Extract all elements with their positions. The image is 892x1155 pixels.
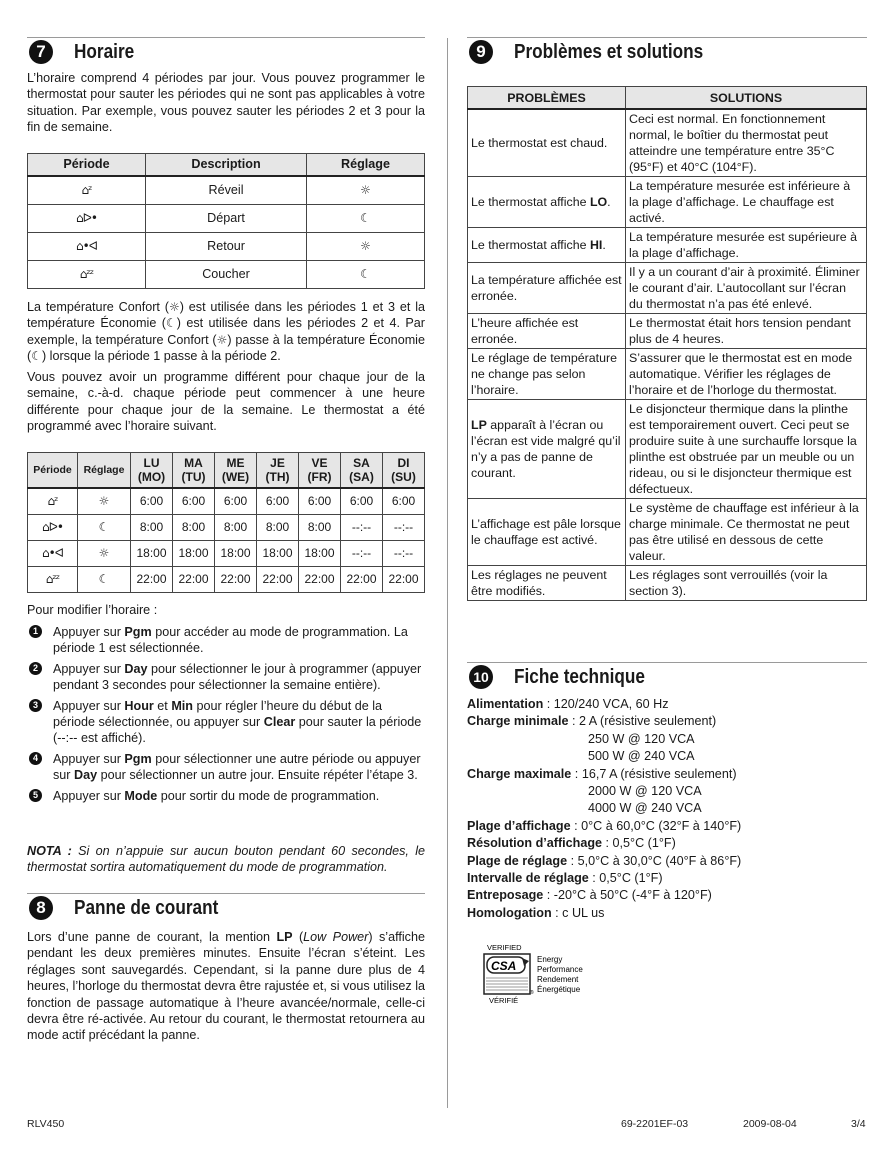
sun-icon: ☼ (168, 300, 180, 314)
time-cell: 6:00 (257, 488, 299, 515)
table-row (28, 541, 425, 567)
setting-cell (307, 176, 425, 205)
sleep-icon: ⌂ᶻᶻ (79, 267, 94, 282)
section-title: Fiche technique (514, 666, 645, 688)
step-item: 5 Appuyer sur Mode pour sortir du mode de programmation. (27, 788, 425, 804)
solution-cell: Le thermostat était hors tension pendant plus de 4 heures. (626, 314, 867, 349)
col-header: SOLUTIONS (626, 87, 867, 110)
day-header (257, 453, 299, 489)
setting-cell (307, 233, 425, 261)
step-item: 1 Appuyer sur Pgm pour accéder au mode de programmation. La période 1 est sélectionnée. (27, 624, 425, 657)
day-fr: JE (270, 456, 285, 470)
solution-cell: La température mesurée est supérieure à la plage d’affichage. (626, 228, 867, 263)
col-header: Période (28, 154, 146, 177)
description-cell: Départ (146, 205, 307, 233)
moon-icon: ☾ (98, 572, 110, 587)
period-cell (28, 261, 146, 289)
comfort-economy-paragraph: La température Confort (☼) est utilisée dans les périodes 1 et 3 et la température Économie (☾) est utilisée dans les périodes 2 et 4. Par exemple, la température Confort (☼) passe à la température Économie (☾) lorsque la période 1 passe à la période 2. (27, 300, 425, 364)
step-number: 2 (29, 662, 42, 675)
time-cell: 22:00 (257, 567, 299, 593)
time-cell: --:-- (383, 541, 425, 567)
return-icon: ⌂•ᐊ (42, 546, 63, 561)
table-row (468, 177, 867, 228)
time-cell: 18:00 (131, 541, 173, 567)
key-name: Pgm (124, 751, 152, 766)
moon-icon: ☾ (165, 316, 177, 331)
key-name: Mode (124, 788, 158, 803)
period-cell (28, 541, 78, 567)
sun-icon: ☼ (360, 183, 371, 198)
section-number: 10 (469, 665, 493, 689)
solution-cell: Le disjoncteur thermique dans la plinthe est temporairement ouvert. Ceci peut se produire suite à une surchauffe lorsque la plinthe est obstruée par un meuble ou un rideau, ou si le disjoncteur thermique est défectueux. (626, 400, 867, 499)
table-row (468, 109, 867, 177)
setting-cell (78, 541, 131, 567)
time-cell: 18:00 (173, 541, 215, 567)
col-header: Description (146, 154, 307, 177)
problem-cell: Le thermostat est chaud. (468, 109, 626, 177)
day-en: (SA) (349, 470, 374, 484)
table-row (28, 233, 425, 261)
table-row (468, 349, 867, 400)
problem-cell: Les réglages ne peuvent être modifiés. (468, 566, 626, 601)
time-cell: 22:00 (215, 567, 257, 593)
day-fr: MA (184, 456, 203, 470)
spec-setting-interval: Intervalle de réglage : 0,5°C (1°F) (467, 870, 663, 885)
time-cell: --:-- (341, 541, 383, 567)
spec-display-range: Plage d’affichage : 0°C à 60,0°C (32°F à 140°F) (467, 818, 742, 833)
spec-list (467, 696, 867, 922)
day-header (173, 453, 215, 489)
problem-cell: LP apparaît à l’écran ou l’écran est vide malgré qu’il n’y a pas de panne de courant. (468, 400, 626, 499)
sun-icon: ☼ (216, 332, 228, 347)
csa-top-text: VERIFIED (487, 943, 522, 952)
csa-mark: CSA (491, 959, 517, 973)
day-en: (TH) (265, 470, 290, 484)
description-cell: Retour (146, 233, 307, 261)
time-cell: 8:00 (257, 515, 299, 541)
spec-setting-range: Plage de réglage : 5,0°C à 30,0°C (40°F à 86°F) (467, 853, 742, 868)
steps-list (27, 624, 425, 808)
table-row (468, 228, 867, 263)
period-table (27, 153, 425, 289)
csa-line: Énergétique (537, 985, 581, 994)
sun-icon: ☼ (98, 494, 110, 509)
time-cell: 6:00 (299, 488, 341, 515)
step-number: 5 (29, 789, 42, 802)
spec-storage: Entreposage : -20°C à 50°C (-4°F à 120°F) (467, 888, 712, 903)
time-cell: 8:00 (299, 515, 341, 541)
day-header (383, 453, 425, 489)
csa-energy-logo (475, 942, 605, 1006)
day-en: (WE) (221, 470, 250, 484)
day-en: (SU) (391, 470, 416, 484)
day-header (131, 453, 173, 489)
weekly-schedule-table (27, 452, 425, 593)
section-title: Panne de courant (74, 897, 219, 919)
spec-max-load-value: 4000 W @ 240 VCA (588, 801, 702, 816)
spec-min-load-value: 500 W @ 240 VCA (588, 749, 695, 764)
col-header: Réglage (307, 154, 425, 177)
key-name: Day (74, 768, 98, 783)
key-name: Day (124, 661, 148, 676)
setting-cell (78, 567, 131, 593)
step-number: 1 (29, 625, 42, 638)
spec-max-load-value: 2000 W @ 120 VCA (588, 783, 702, 798)
setting-cell (78, 488, 131, 515)
section-title: Horaire (74, 41, 135, 63)
time-cell: 22:00 (383, 567, 425, 593)
return-icon: ⌂•ᐊ (76, 239, 97, 254)
problem-cell: Le thermostat affiche HI. (468, 228, 626, 263)
table-row (28, 567, 425, 593)
section-7-header (27, 37, 425, 68)
section-number: 9 (469, 40, 493, 64)
spec-max-load: Charge maximale : 16,7 A (résistive seulement) (467, 766, 737, 781)
solution-cell: Ceci est normal. En fonctionnement normal, le boîtier du thermostat peut atteindre une température entre 35°C (95°F) et 40°C (104°F). (626, 109, 867, 177)
sun-icon: ☼ (98, 546, 110, 561)
section-number: 8 (29, 896, 53, 920)
moon-icon: ☾ (98, 520, 110, 535)
setting-cell (307, 261, 425, 289)
leave-icon: ⌂ᐅ• (42, 520, 63, 535)
csa-bottom-text: VÉRIFIÉ (489, 996, 519, 1005)
table-row (468, 400, 867, 499)
spec-approval: Homologation : c UL us (467, 905, 605, 920)
step-item: 2 Appuyer sur Day pour sélectionner le jour à programmer (appuyer pendant 3 secondes pour sélectionner la semaine entière). (27, 661, 425, 694)
problem-cell: L’affichage est pâle lorsque le chauffage est activé. (468, 499, 626, 566)
time-cell: 6:00 (173, 488, 215, 515)
time-cell: 8:00 (215, 515, 257, 541)
moon-icon: ☾ (31, 349, 42, 364)
step-number: 4 (29, 752, 42, 765)
step-number: 3 (29, 699, 42, 712)
time-cell: 8:00 (173, 515, 215, 541)
modify-intro: Pour modifier l’horaire : (27, 603, 158, 617)
day-fr: VE (311, 456, 328, 470)
wake-icon: ⌂ᶻ (81, 183, 92, 198)
setting-cell (78, 515, 131, 541)
table-row (468, 499, 867, 566)
section-10-header (467, 662, 867, 693)
footer-page: 3/4 (851, 1118, 866, 1130)
solution-cell: La température mesurée est inférieure à la plage d’affichage. Le chauffage est activé. (626, 177, 867, 228)
time-cell: --:-- (383, 515, 425, 541)
table-row (28, 515, 425, 541)
time-cell: --:-- (341, 515, 383, 541)
table-row (468, 314, 867, 349)
day-fr: SA (353, 456, 370, 470)
solution-cell: Les réglages sont verrouillés (voir la section 3). (626, 566, 867, 601)
time-cell: 6:00 (215, 488, 257, 515)
spec-min-load-value: 250 W @ 120 VCA (588, 731, 695, 746)
day-header (215, 453, 257, 489)
schedule-intro: L’horaire comprend 4 périodes par jour. Vous pouvez programmer le thermostat pour sauter les périodes qui ne sont pas applicables à votre situation. Par exemple, vous pouvez sauter les périodes 2 et 3 pour la fin de semaine. (27, 71, 425, 135)
setting-cell (307, 205, 425, 233)
key-name: Pgm (124, 625, 152, 639)
period-cell (28, 567, 78, 593)
period-cell (28, 233, 146, 261)
sleep-icon: ⌂ᶻᶻ (45, 572, 60, 587)
time-cell: 22:00 (299, 567, 341, 593)
footer-doc-number: 69-2201EF-03 (621, 1118, 689, 1130)
col-header: PROBLÈMES (468, 87, 626, 110)
step-item: 3 Appuyer sur Hour et Min pour régler l’heure du début de la période sélectionnée, ou appuyer sur Clear pour sauter la période (--:-- est affiché). (27, 698, 425, 747)
time-cell: 6:00 (341, 488, 383, 515)
period-cell (28, 205, 146, 233)
footer-date: 2009-08-04 (743, 1118, 797, 1130)
period-cell (28, 176, 146, 205)
table-row (28, 261, 425, 289)
sun-icon: ☼ (360, 239, 371, 254)
svg-text:®: ® (530, 990, 534, 996)
key-name: Min (171, 698, 193, 713)
problem-cell: Le réglage de température ne change pas selon l’horaire. (468, 349, 626, 400)
time-cell: 22:00 (131, 567, 173, 593)
description-cell: Réveil (146, 176, 307, 205)
table-row (468, 566, 867, 601)
csa-line: Energy (537, 955, 563, 964)
problem-cell: L’heure affichée est erronée. (468, 314, 626, 349)
day-header (341, 453, 383, 489)
key-name: Hour (124, 698, 154, 713)
time-cell: 6:00 (383, 488, 425, 515)
col-header: Réglage (78, 453, 131, 489)
time-cell: 22:00 (341, 567, 383, 593)
spec-min-load: Charge minimale : 2 A (résistive seulement) (467, 714, 717, 729)
problem-cell: La température affichée est erronée. (468, 263, 626, 314)
solution-cell: S’assurer que le thermostat est en mode automatique. Vérifier les réglages de l’horaire et de l’horloge du thermostat. (626, 349, 867, 400)
table-row (28, 176, 425, 205)
csa-line: Performance (537, 965, 583, 974)
table-row (28, 488, 425, 515)
note: NOTA : Si on n’appuie sur aucun bouton pendant 60 secondes, le thermostat sortira automatiquement du mode de programmation. (27, 844, 426, 875)
time-cell: 6:00 (131, 488, 173, 515)
problem-cell: Le thermostat affiche LO. (468, 177, 626, 228)
spec-power: Alimentation : 120/240 VCA, 60 Hz (467, 697, 669, 711)
wake-icon: ⌂ᶻ (47, 494, 58, 509)
power-failure-paragraph: Lors d’une panne de courant, la mention LP (Low Power) s’affiche pendant les deux premières minutes. Ensuite l’écran s’éteint. Les réglages sont sauvegardés. Cependant, si la panne dure plus de 4 heures, l’horloge du thermostat devra être rajustée et, si vous utilisez la fonction de passage automatique à l’heure avancée/normale, celle-ci devra être ré-activée. Au retour du courant, le thermostat retournera au mode actif précédant la panne. (27, 930, 425, 1043)
time-cell: 18:00 (299, 541, 341, 567)
solution-cell: Le système de chauffage est inférieur à la charge minimale. Ce thermostat ne peut pas être utilisé en dessous de cette valeur. (626, 499, 867, 566)
section-title: Problèmes et solutions (514, 41, 704, 63)
table-row (28, 205, 425, 233)
section-8-header (27, 893, 425, 924)
solution-cell: Il y a un courant d’air à proximité. Éliminer le courant d’air. L’autocollant sur l’écran du thermostat n’a pas été enlevé. (626, 263, 867, 314)
day-fr: LU (143, 456, 160, 470)
day-en: (TU) (181, 470, 206, 484)
moon-icon: ☾ (360, 267, 371, 282)
step-item: 4 Appuyer sur Pgm pour sélectionner une autre période ou appuyer sur Day pour sélectionner un autre jour. Ensuite répéter l’étape 3. (27, 751, 425, 784)
program-paragraph: Vous pouvez avoir un programme différent pour chaque jour de la semaine, c.-à-d. chaque période peut commencer à une heure différente pour chaque jour de la semaine. Le thermostat a été programmé avec l’horaire suivant. (27, 370, 425, 434)
time-cell: 18:00 (215, 541, 257, 567)
csa-line: Rendement (537, 975, 579, 984)
col-header: Période (28, 453, 78, 489)
column-divider (447, 38, 448, 1108)
section-number: 7 (29, 40, 53, 64)
footer-model: RLV450 (27, 1118, 65, 1130)
time-cell: 8:00 (131, 515, 173, 541)
period-cell (28, 488, 78, 515)
spec-display-resolution: Résolution d’affichage : 0,5°C (1°F) (467, 836, 676, 851)
description-cell: Coucher (146, 261, 307, 289)
time-cell: 18:00 (257, 541, 299, 567)
day-fr: ME (226, 456, 245, 470)
troubleshooting-table (467, 86, 867, 601)
period-cell (28, 515, 78, 541)
day-header (299, 453, 341, 489)
table-row (468, 263, 867, 314)
leave-icon: ⌂ᐅ• (76, 211, 97, 226)
moon-icon: ☾ (360, 211, 371, 226)
day-en: (MO) (137, 470, 166, 484)
day-fr: DI (397, 456, 410, 470)
time-cell: 22:00 (173, 567, 215, 593)
day-en: (FR) (307, 470, 332, 484)
key-name: Clear (263, 715, 296, 730)
section-9-header (467, 37, 867, 68)
